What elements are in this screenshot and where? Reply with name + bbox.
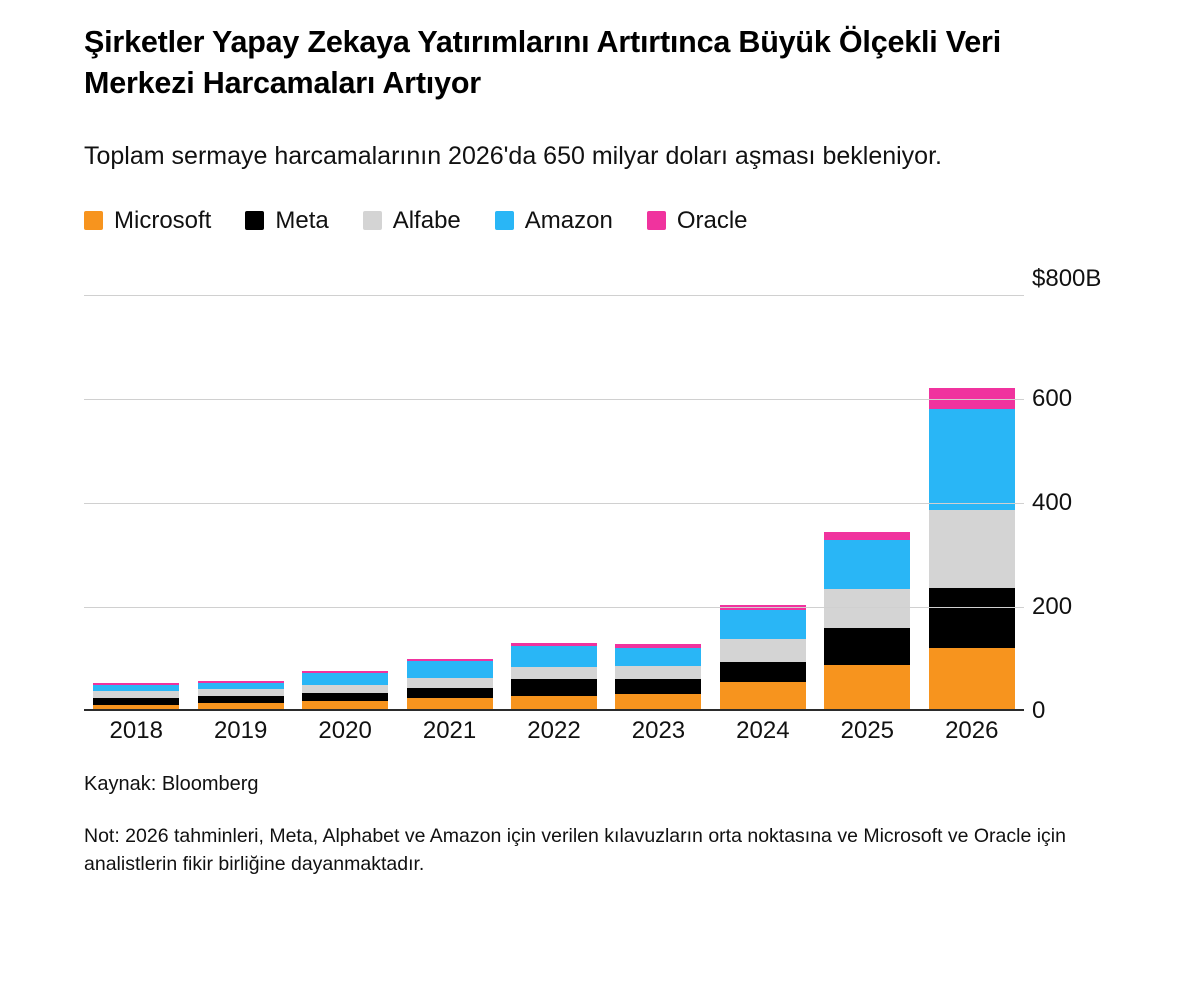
bar-segment-meta [824,628,910,664]
legend-swatch-icon [245,211,264,230]
bar-segment-alfabe [407,678,493,688]
bar-segment-meta [511,679,597,696]
bar-segment-alfabe [302,685,388,693]
bar-segment-alfabe [929,510,1015,588]
x-axis-label: 2019 [213,716,268,744]
page-subtitle: Toplam sermaye harcamalarının 2026'da 650 milyar doları aşması bekleniyor. [84,142,942,171]
gridline [84,503,1024,504]
x-axis-label: 2020 [318,716,372,744]
bar-segment-amazon [824,540,910,589]
bar-segment-meta [615,679,701,694]
bar-segment-amazon [511,646,597,667]
legend-item-alfabe[interactable] [363,206,461,234]
legend-item-label: Microsoft [114,206,212,234]
bar-segment-oracle [824,532,910,540]
bar-segment-amazon [720,610,806,639]
bar-segment-alfabe [720,639,806,662]
legend-item-label: Amazon [524,206,613,234]
chart-legend [84,206,1120,234]
legend-item-label: Meta [275,206,329,234]
legend-item-amazon[interactable] [495,206,613,234]
stacked-bar[interactable] [407,659,493,711]
x-axis-label: 2018 [109,716,163,744]
bar-segment-alfabe [93,691,179,698]
stacked-bar[interactable] [93,683,179,711]
bar-segment-alfabe [615,666,701,680]
bar-segment-meta [407,688,493,698]
stacked-bar[interactable] [929,388,1015,710]
x-axis-label: 2023 [631,716,686,744]
x-axis-label: 2021 [422,716,477,744]
y-axis-tick-label: 0 [1032,696,1046,724]
x-axis-label: 2025 [840,716,895,744]
chart-note: Not: 2026 tahminleri, Meta, Alphabet ve Amazon için verilen kılavuzların orta noktasına ve Microsoft ve Oracle için analistlerin fikir birliğine dayanmaktadır. [84,824,1066,875]
legend-item-label: Oracle [676,206,748,234]
y-axis-tick-label: 400 [1032,488,1073,516]
bar-segment-alfabe [824,589,910,628]
x-axis-label: 2026 [945,716,999,744]
x-axis-label: 2024 [736,716,790,744]
page-title: Şirketler Yapay Zekaya Yatırımlarını Artırtınca Büyük Ölçekli Veri Merkezi Harcamaları Artıyor [84,25,1001,100]
gridline [84,399,1024,400]
bar-segment-meta [302,693,388,701]
bar-segment-amazon [302,673,388,685]
x-axis-line [84,709,1024,711]
gridline [84,607,1024,608]
legend-swatch-icon [84,211,103,230]
bar-segment-microsoft [720,682,806,711]
stacked-bar[interactable] [615,644,701,711]
legend-swatch-icon [495,211,514,230]
bar-segment-alfabe [511,667,597,679]
bar-segment-microsoft [929,648,1015,710]
bar-segment-microsoft [824,665,910,711]
bar-segment-amazon [615,648,701,666]
legend-swatch-icon [647,211,666,230]
stacked-bar[interactable] [824,532,910,710]
bar-segment-meta [198,696,284,704]
bar-segment-amazon [407,661,493,678]
y-axis-tick-label: $800B [1032,264,1102,292]
legend-swatch-icon [363,211,382,230]
legend-item-microsoft[interactable] [84,206,212,234]
bar-segment-meta [929,588,1015,648]
legend-item-oracle[interactable] [647,206,748,234]
bar-segment-meta [720,662,806,681]
gridline [84,295,1024,296]
chart-source: Kaynak: Bloomberg [84,772,259,795]
y-axis-tick-label: 200 [1032,592,1073,620]
stacked-bar[interactable] [720,605,806,711]
x-axis-label: 2022 [527,716,581,744]
plot-region [84,264,1102,724]
legend-item-label: Alfabe [392,206,461,234]
chart-area [84,259,1120,759]
x-axis-labels [84,717,1024,757]
legend-item-meta[interactable] [245,206,329,234]
bar-segment-meta [93,698,179,705]
bar-segment-amazon [929,409,1015,510]
stacked-bar[interactable] [198,681,284,711]
bar-segment-alfabe [198,689,284,696]
stacked-bar[interactable] [511,643,597,711]
stacked-bar[interactable] [302,671,388,711]
y-axis-tick-label: 600 [1032,384,1073,412]
